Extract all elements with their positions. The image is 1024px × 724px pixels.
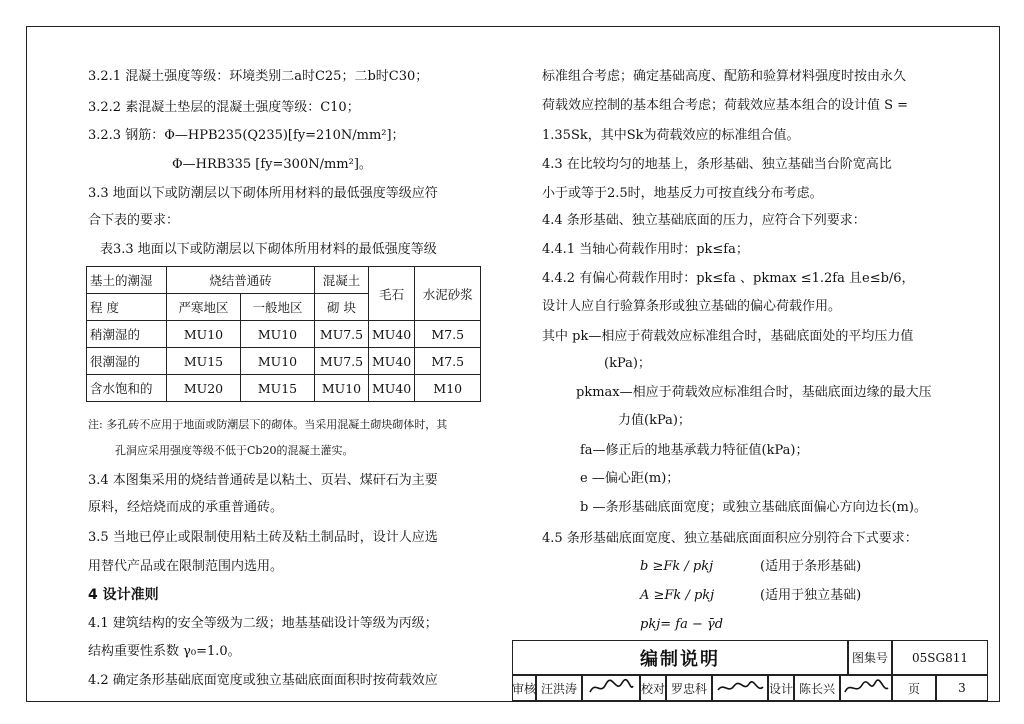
atlas-number: 05SG811: [892, 640, 988, 675]
signature-icon: [715, 678, 765, 698]
table-note-1: 注: 多孔砖不应用于地面或防潮层下的砌体。当采用混凝土砌块砌体时，其: [88, 418, 448, 431]
table-cell: M7.5: [415, 321, 481, 348]
clause-3-2-3: 3.2.3 钢筋：Φ—HPB235(Q235)[fy=210N/mm²]；: [88, 128, 405, 143]
atlas-label: 图集号: [848, 640, 892, 675]
sheet-title: 编制说明: [512, 640, 848, 675]
definition-b: b —条形基础底面宽度；或独立基础底面偏心方向边长(m)。: [580, 500, 927, 515]
clause-3-3: 3.3 地面以下或防潮层以下砌体所用材料的最低强度等级应符: [88, 186, 438, 201]
checker-name: 罗忠科: [666, 675, 712, 701]
clause-4-1: 4.1 建筑结构的安全等级为二级；地基基础设计等级为丙级；: [88, 616, 438, 631]
table-cell: 稍潮湿的: [87, 321, 167, 348]
clause-3-4-cont: 原料，经焙烧而成的承重普通砖。: [88, 500, 284, 515]
table-caption: 表3.3 地面以下或防潮层以下砌体所用材料的最低强度等级: [100, 242, 437, 257]
definition-pk-unit: (kPa)；: [604, 356, 651, 371]
table-cell: MU10: [241, 321, 315, 348]
table-cell: MU20: [167, 375, 241, 402]
definition-fa: fa—修正后的地基承载力特征值(kPa)；: [580, 443, 809, 458]
table-cell: MU10: [241, 348, 315, 375]
clause-4-2: 4.2 确定条形基础底面宽度或独立基础底面面积时按荷载效应: [88, 673, 438, 688]
clause-4-4-2-cont: 设计人应自行验算条形或独立基础的偏心荷载作用。: [542, 299, 842, 314]
clause-4-1-cont: 结构重要性系数 γ₀=1.0。: [88, 644, 241, 659]
table-cell: MU10: [167, 321, 241, 348]
definition-pkmax-cont: 力值(kPa)；: [618, 413, 691, 428]
table-cell: M7.5: [415, 348, 481, 375]
design-label: 设计: [768, 675, 794, 701]
clause-4-3: 4.3 在比较均匀的地基上，条形基础、独立基础当台阶宽高比: [542, 157, 892, 172]
table-cell: MU15: [241, 375, 315, 402]
formula-isolated-footing: A ≥Fk / pkj: [640, 588, 715, 603]
clause-3-5-cont: 用替代产品或在限制范围内选用。: [88, 559, 284, 574]
table-cell: MU15: [167, 348, 241, 375]
table-header-concrete-2: 砌 块: [315, 294, 369, 321]
table-cell: MU7.5: [315, 348, 369, 375]
table-cell: 含水饱和的: [87, 375, 167, 402]
table-cell: MU40: [369, 375, 415, 402]
table-row: [87, 375, 481, 402]
definition-pkmax: pkmax—相应于荷载效应标准组合时，基础底面边缘的最大压: [576, 385, 932, 400]
clause-4-4-1: 4.4.1 当轴心荷载作用时：pk≤fa；: [542, 242, 749, 257]
definition-e: e —偏心距(m)；: [580, 471, 680, 486]
clause-4-2-cont-1: 标准组合考虑；确定基础高度、配筋和验算材料强度时按由永久: [542, 69, 907, 84]
clause-3-3-cont: 合下表的要求：: [88, 213, 180, 228]
clause-4-2-cont-2: 荷载效应控制的基本组合考虑；荷载效应基本组合的设计值 S =: [542, 98, 909, 113]
page-label: 页: [892, 675, 936, 701]
table-header-mortar: 水泥砂浆: [415, 267, 481, 321]
table-cell: MU10: [315, 375, 369, 402]
clause-3-4: 3.4 本图集采用的烧结普通砖是以粘土、页岩、煤矸石为主要: [88, 473, 438, 488]
formula-isolated-footing-note: (适用于独立基础): [760, 588, 862, 603]
table-header-general: 一般地区: [241, 294, 315, 321]
clause-4-4-2: 4.4.2 有偏心荷载作用时：pk≤fa 、pkmax ≤1.2fa 且e≤b/6，: [542, 271, 915, 286]
table-cell: MU7.5: [315, 321, 369, 348]
signature-icon: [586, 678, 636, 698]
table-header-soil: 基土的潮湿: [87, 267, 167, 294]
table-header-concrete: 混凝土: [315, 267, 369, 294]
review-label: 审核: [512, 675, 536, 701]
table-cell: MU40: [369, 321, 415, 348]
table-header-soil-2: 程 度: [87, 294, 167, 321]
reviewer-name: 汪洪涛: [536, 675, 582, 701]
clause-4-2-cont-3: 1.35Sk，其中Sk为荷载效应的标准组合值。: [542, 128, 800, 143]
clause-3-5: 3.5 当地已停止或限制使用粘土砖及粘土制品时，设计人应选: [88, 530, 438, 545]
table-row: [87, 321, 481, 348]
table-cell: MU40: [369, 348, 415, 375]
formula-strip-footing: b ≥Fk / pkj: [640, 559, 714, 574]
checker-signature: [712, 675, 768, 701]
clause-3-2-2: 3.2.2 素混凝土垫层的混凝土强度等级：C10；: [88, 100, 360, 115]
table-cell: 很潮湿的: [87, 348, 167, 375]
clause-4-5: 4.5 条形基础底面宽度、独立基础底面面积应分别符合下式要求：: [542, 531, 918, 546]
check-label: 校对: [640, 675, 666, 701]
section-heading: 4 设计准则: [88, 587, 159, 603]
designer-signature: [840, 675, 892, 701]
definition-pk: 其中 pk—相应于荷载效应标准组合时，基础底面处的平均压力值: [542, 329, 914, 344]
table-row: [87, 348, 481, 375]
clause-4-4: 4.4 条形基础、独立基础底面的压力，应符合下列要求：: [542, 213, 866, 228]
formula-strip-footing-note: (适用于条形基础): [760, 559, 862, 574]
table-note-2: 孔洞应采用强度等级不低于Cb20的混凝土灌实。: [115, 444, 354, 457]
formula-pkj: pkj= fa − γ̄d: [640, 617, 724, 632]
clause-3-2-3-hrb: Φ—HRB335 [fy=300N/mm²]。: [172, 157, 372, 172]
page-number: 3: [936, 675, 988, 701]
reviewer-signature: [582, 675, 640, 701]
designer-name: 陈长兴: [794, 675, 840, 701]
table-header-severe: 严寒地区: [167, 294, 241, 321]
table-header-brick: 烧结普通砖: [167, 267, 315, 294]
table-cell: M10: [415, 375, 481, 402]
signature-icon: [842, 678, 890, 698]
clause-4-3-cont: 小于或等于2.5时，地基反力可按直线分布考虑。: [542, 186, 823, 201]
clause-3-2-1: 3.2.1 混凝土强度等级：环境类别二a时C25；二b时C30；: [88, 69, 429, 84]
title-block: [512, 640, 988, 701]
table-header-stone: 毛石: [369, 267, 415, 321]
material-strength-table: [86, 266, 481, 402]
